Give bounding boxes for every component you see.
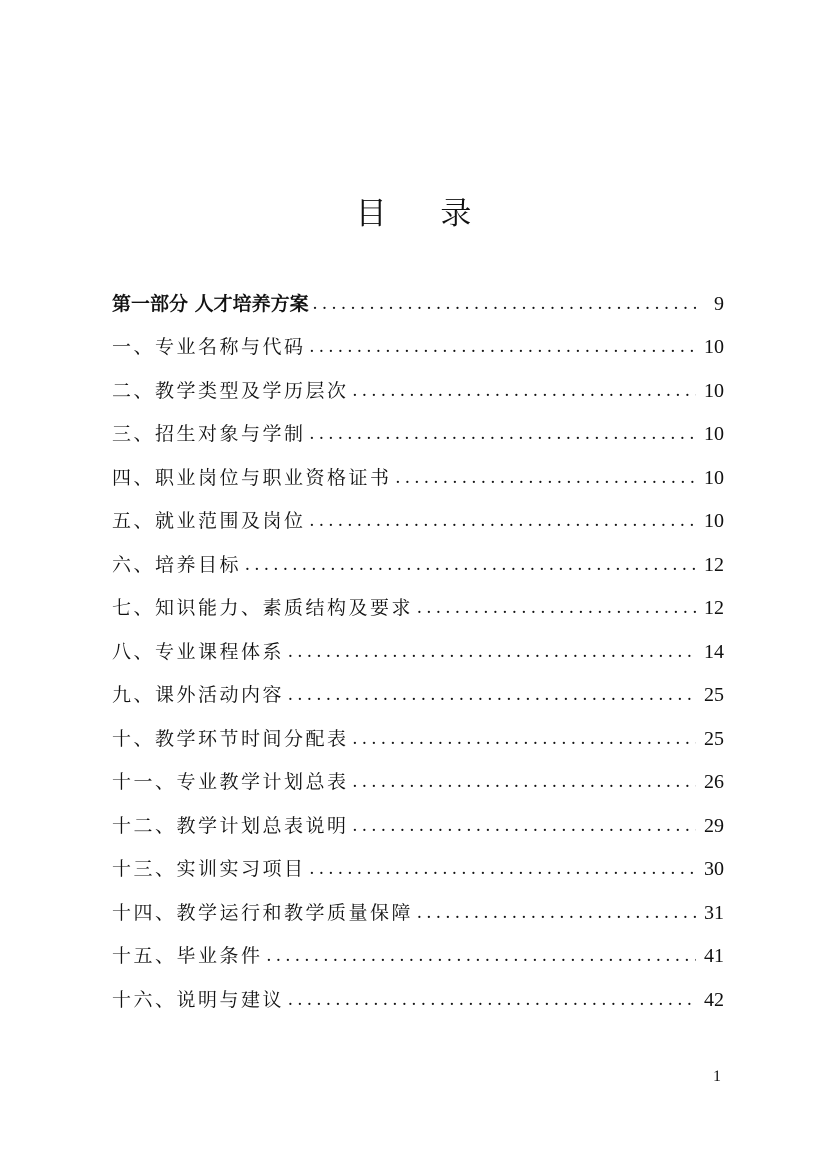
toc-entry-label: 七、知识能力、素质结构及要求	[112, 597, 414, 619]
toc-dot-leader	[284, 632, 696, 672]
toc-entry-page: 12	[704, 553, 724, 576]
toc-dot-leader	[284, 675, 696, 715]
toc-entry-5[interactable]	[112, 498, 724, 542]
toc-entry-label: 十一、专业教学计划总表	[112, 771, 349, 793]
toc-entry-page: 41	[704, 945, 724, 967]
toc-dot-leader	[306, 327, 696, 367]
toc-entry-label: 二、教学类型及学历层次	[112, 379, 349, 402]
toc-entry-label: 六、培养目标	[112, 553, 242, 576]
toc-entry-part-one[interactable]	[112, 280, 724, 324]
toc-entry-9[interactable]	[112, 672, 724, 716]
toc-dot-leader	[306, 501, 696, 541]
toc-entry-page: 10	[704, 336, 724, 358]
toc-entry-3[interactable]	[112, 411, 724, 455]
toc-entry-page: 26	[704, 771, 724, 793]
toc-entry-8[interactable]	[112, 628, 724, 672]
toc-entry-2[interactable]	[112, 367, 724, 411]
toc-dot-leader	[241, 545, 696, 585]
toc-entry-page: 30	[704, 858, 724, 880]
toc-dot-leader	[349, 371, 696, 411]
toc-entry-label: 第一部分 人才培养方案	[112, 292, 309, 315]
toc-dot-leader	[306, 849, 696, 889]
toc-entry-10[interactable]	[112, 715, 724, 759]
toc-entry-label: 十四、教学运行和教学质量保障	[112, 901, 414, 924]
toc-dot-leader	[349, 762, 696, 802]
toc-dot-leader	[306, 414, 696, 454]
toc-entry-page: 10	[704, 466, 724, 489]
toc-entry-12[interactable]	[112, 802, 724, 846]
toc-entry-label: 三、招生对象与学制	[112, 423, 306, 445]
page-title: 目 录	[355, 196, 494, 232]
toc-entry-page: 10	[704, 510, 724, 532]
toc-entry-11[interactable]	[112, 759, 724, 803]
toc-entry-page: 10	[704, 379, 724, 402]
toc-entry-label: 一、专业名称与代码	[112, 336, 306, 358]
toc-entry-label: 十二、教学计划总表说明	[112, 814, 349, 837]
toc-entry-6[interactable]	[112, 541, 724, 585]
toc-entry-label: 十六、说明与建议	[112, 988, 285, 1011]
toc-entry-14[interactable]	[112, 889, 724, 933]
toc-entry-label: 十、教学环节时间分配表	[112, 727, 349, 750]
toc-entry-7[interactable]	[112, 585, 724, 629]
toc-entry-page: 42	[704, 988, 724, 1011]
toc-dot-leader	[413, 588, 696, 628]
toc-entry-page: 25	[704, 684, 724, 706]
toc-entry-label: 八、专业课程体系	[112, 640, 285, 663]
toc-dot-leader	[349, 806, 696, 846]
toc-entry-label: 四、职业岗位与职业资格证书	[112, 466, 392, 489]
toc-dot-leader	[413, 893, 696, 933]
toc-entry-label: 九、课外活动内容	[112, 684, 285, 706]
toc-dot-leader	[392, 458, 696, 498]
toc-entry-page: 9	[714, 292, 724, 315]
toc-dot-leader	[284, 980, 696, 1020]
page-number: 1	[713, 1068, 721, 1085]
table-of-contents	[112, 280, 724, 1020]
toc-entry-16[interactable]	[112, 976, 724, 1020]
toc-entry-page: 10	[704, 423, 724, 445]
toc-dot-leader	[309, 284, 696, 324]
toc-entry-page: 12	[704, 597, 724, 619]
toc-entry-page: 14	[704, 640, 724, 663]
toc-entry-page: 25	[704, 727, 724, 750]
toc-dot-leader	[263, 936, 696, 976]
toc-entry-label: 十五、毕业条件	[112, 945, 263, 967]
toc-entry-4[interactable]	[112, 454, 724, 498]
toc-entry-15[interactable]	[112, 933, 724, 977]
toc-entry-page: 31	[704, 901, 724, 924]
toc-entry-label: 五、就业范围及岗位	[112, 510, 306, 532]
toc-entry-1[interactable]	[112, 324, 724, 368]
toc-entry-13[interactable]	[112, 846, 724, 890]
toc-dot-leader	[349, 719, 696, 759]
toc-entry-page: 29	[704, 814, 724, 837]
toc-entry-label: 十三、实训实习项目	[112, 858, 306, 880]
